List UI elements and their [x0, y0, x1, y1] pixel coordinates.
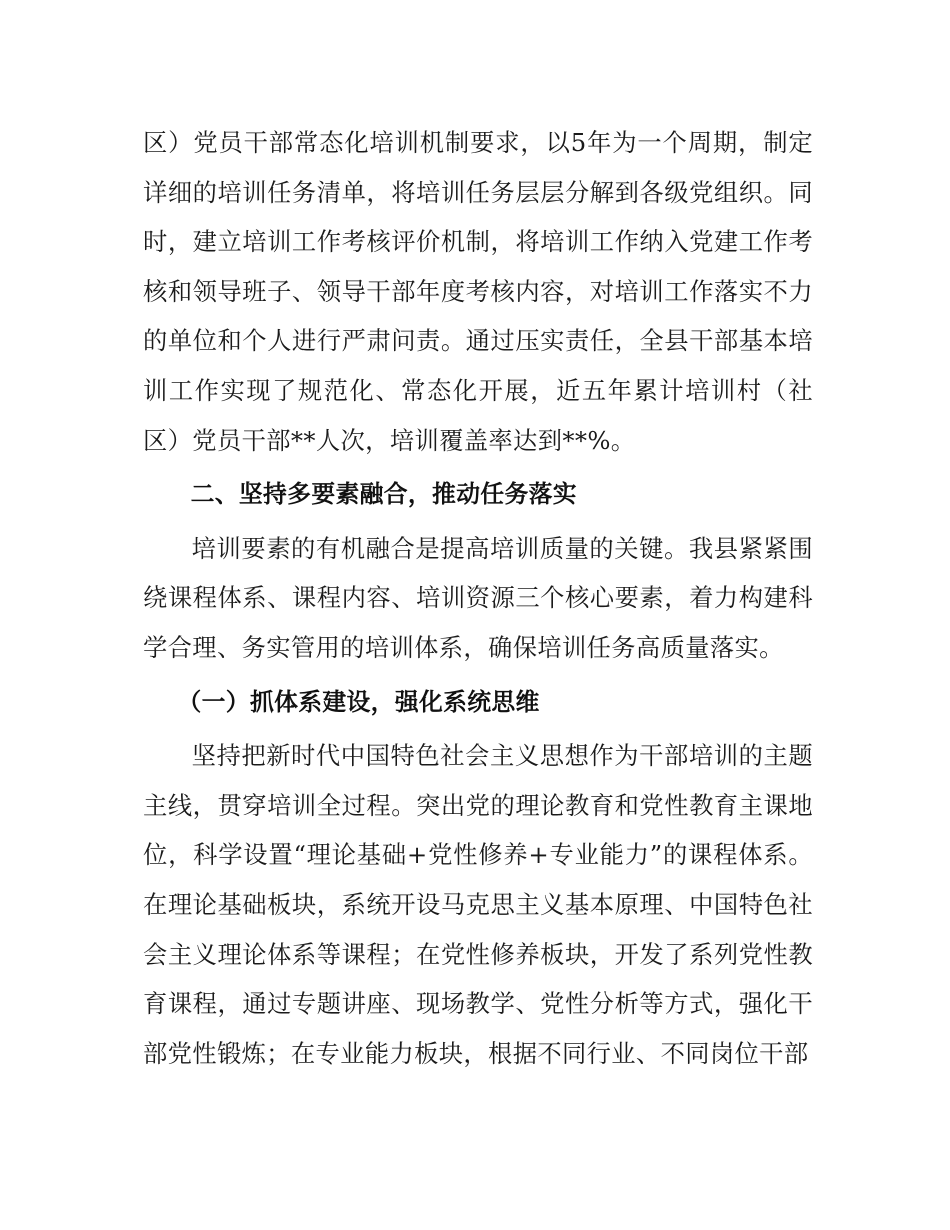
paragraph-body: 坚持把新时代中国特色社会主义思想作为干部培训的主题主线，贯穿培训全过程。突出党的理论教育和党性教育主课地位，科学设置“理论基础+党性修养+专业能力”的课程体系。在理论基础板块，系统开设马克思主义基本原理、中国特色社会主义理论体系等课程；在党性修养板块，开发了系列党性教育课程，通过专题讲座、现场教学、党性分析等方式，强化干部党性锻炼；在专业能力板块，根据不同行业、不同岗位干部: [143, 741, 813, 1068]
document-body: [143, 118, 813, 1078]
paragraph-intro: 培训要素的有机融合是提高培训质量的关键。我县紧紧围绕课程体系、课程内容、培训资源三个核心要素，着力构建科学合理、务实管用的培训体系，确保培训任务高质量落实。: [143, 533, 813, 662]
section-heading: 二、坚持多要素融合，推动任务落实: [190, 480, 577, 509]
paragraph-continued: 区）党员干部常态化培训机制要求，以5年为一个周期，制定详细的培训任务清单，将培训任务层层分解到各级党组织。同时，建立培训工作考核评价机制，将培训工作纳入党建工作考核和领导班子、领导干部年度考核内容，对培训工作落实不力的单位和个人进行严肃问责。通过压实责任，全县干部基本培训工作实现了规范化、常态化开展，近五年累计培训村（社区）党员干部**人次，培训覆盖率达到**%。: [143, 128, 813, 455]
subsection-heading: （一）抓体系建设，强化系统思维: [177, 687, 540, 716]
